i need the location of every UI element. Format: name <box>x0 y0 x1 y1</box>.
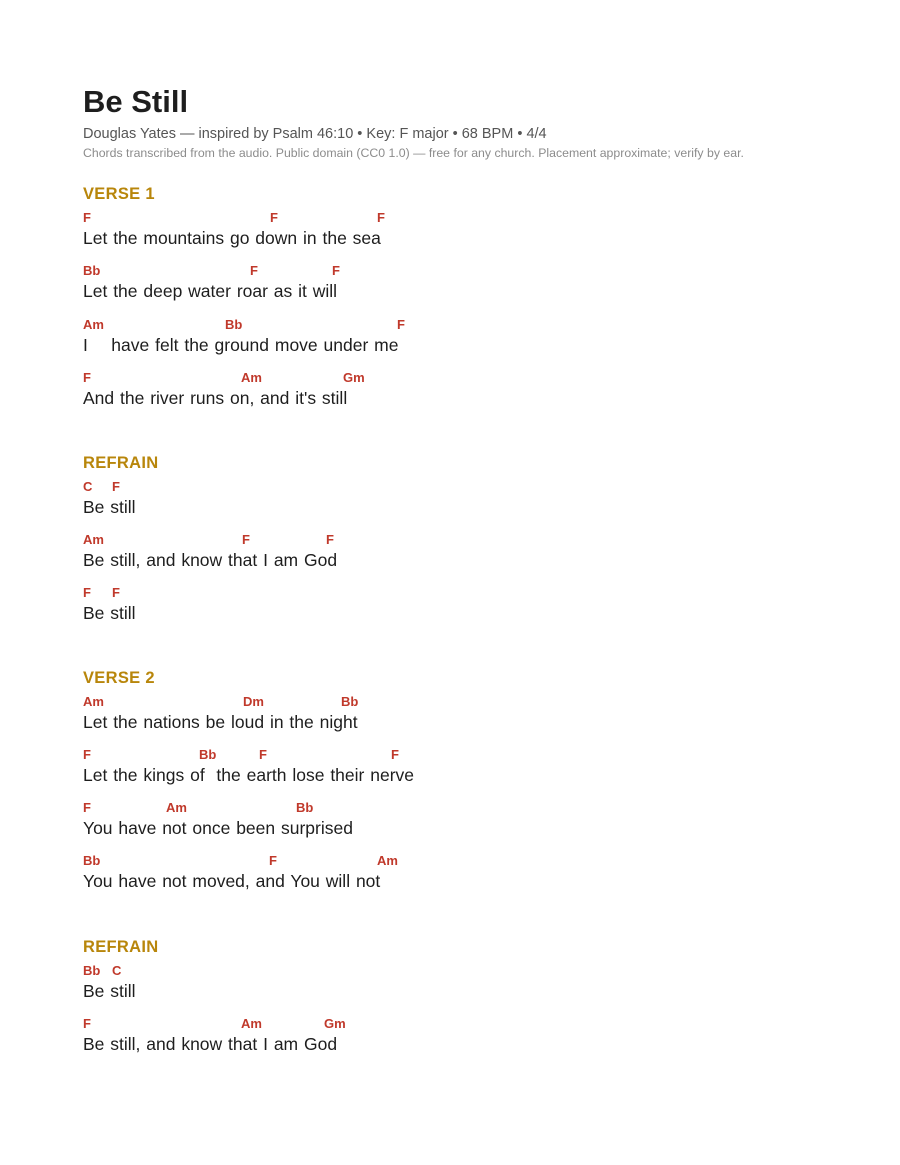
chord-line <box>83 370 873 416</box>
chord: Bb <box>83 853 101 868</box>
section-label: VERSE 1 <box>83 185 155 203</box>
song-title: Be Still <box>83 84 189 119</box>
chord: Bb <box>83 963 101 978</box>
chord-line <box>83 479 873 525</box>
chord: F <box>112 585 120 600</box>
chord: F <box>242 532 250 547</box>
section-label: VERSE 2 <box>83 669 155 687</box>
chord: F <box>83 1016 91 1031</box>
lyric-line: Be still, and know that I am God <box>83 550 338 570</box>
lyric-line: Let the nations be loud in the night <box>83 712 358 732</box>
lyric-line: You have not moved, and You will not <box>83 871 381 891</box>
lyric-line: Be still <box>83 981 136 1001</box>
chord: F <box>377 210 385 225</box>
chord: Bb <box>199 747 217 762</box>
chord-line <box>83 532 873 578</box>
chord-line <box>83 694 873 740</box>
lyric-line: Let the mountains go down in the sea <box>83 228 381 248</box>
lyric-line: Be still, and know that I am God <box>83 1034 338 1054</box>
chord: Gm <box>343 370 365 385</box>
chord: F <box>270 210 278 225</box>
chord: F <box>83 210 91 225</box>
chord-line <box>83 585 873 631</box>
chord-line <box>83 263 873 309</box>
chord: Bb <box>341 694 359 709</box>
lyric-line: Be still <box>83 603 136 623</box>
section-label: REFRAIN <box>83 454 159 472</box>
lyric-line: Let the deep water roar as it will <box>83 281 338 301</box>
chord: Bb <box>225 317 243 332</box>
chord: C <box>112 963 122 978</box>
chord: F <box>259 747 267 762</box>
section-label: REFRAIN <box>83 938 159 956</box>
lyric-line: You have not once been surprised <box>83 818 353 838</box>
chord-line <box>83 800 873 846</box>
lyric-line: Be still <box>83 497 136 517</box>
chord: F <box>269 853 277 868</box>
chord: F <box>326 532 334 547</box>
chord: Gm <box>324 1016 346 1031</box>
song-meta: Douglas Yates — inspired by Psalm 46:10 • Key: F major • 68 BPM • 4/4 <box>83 126 547 142</box>
chord: F <box>83 800 91 815</box>
chord: Dm <box>243 694 264 709</box>
chord-line <box>83 317 873 363</box>
chord: Bb <box>83 263 101 278</box>
chord: F <box>250 263 258 278</box>
chord: Bb <box>296 800 314 815</box>
chord-line <box>83 210 873 256</box>
lyric-line: I have felt the ground move under me <box>83 335 399 355</box>
chord: F <box>83 747 91 762</box>
transcription-note: Chords transcribed from the audio. Public domain (CC0 1.0) — free for any church. Placement approximate; verify by ear. <box>83 146 744 160</box>
lyric-line: And the river runs on, and it's still <box>83 388 348 408</box>
chord-line <box>83 1016 873 1062</box>
chord: C <box>83 479 93 494</box>
lyric-line: Let the kings of the earth lose their nerve <box>83 765 414 785</box>
chord-line <box>83 853 873 899</box>
chord: F <box>112 479 120 494</box>
chord: Am <box>377 853 398 868</box>
chord: F <box>83 585 91 600</box>
chord: Am <box>241 1016 262 1031</box>
chord: Am <box>166 800 187 815</box>
chord: Am <box>83 532 104 547</box>
chord: F <box>391 747 399 762</box>
chord: Am <box>241 370 262 385</box>
chord: Am <box>83 694 104 709</box>
chord: F <box>397 317 405 332</box>
chord: Am <box>83 317 104 332</box>
chord: F <box>83 370 91 385</box>
chord-line <box>83 963 873 1009</box>
chord: F <box>332 263 340 278</box>
chord-line <box>83 747 873 793</box>
